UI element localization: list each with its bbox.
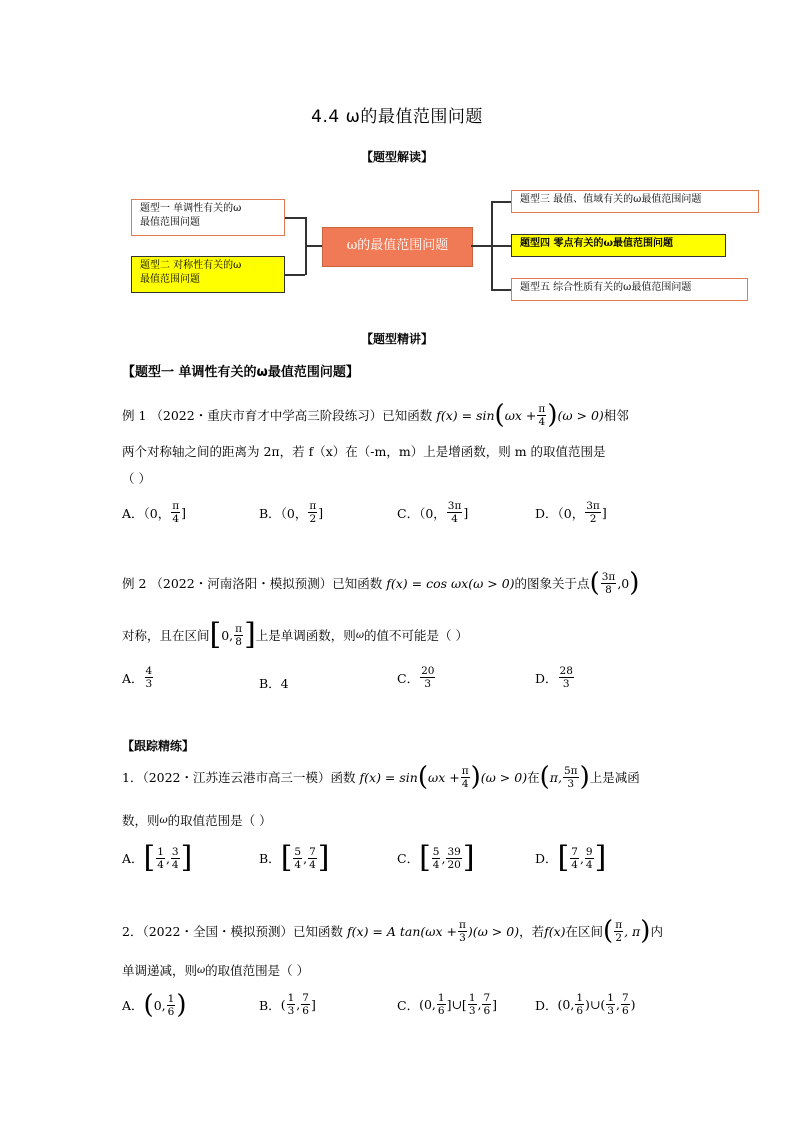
mindmap-left-1-line2: 最值范围问题 — [140, 217, 200, 228]
mindmap-left-box-2 — [131, 256, 285, 293]
question-2-option-a: A． ( 0, $\frac{1}{6}$ ) — [122, 990, 187, 1020]
example-2-line1: 例 2 （2022・河南洛阳・模拟预测）已知函数 f(x) = cos ωx(ω > 0) 的图象关于点 ( $\frac{3\pi}{8}$ ,0 ) — [122, 568, 640, 598]
section-jiedu: 【题型解读】 — [360, 150, 433, 164]
follow-heading: 【跟踪精练】 — [122, 739, 195, 753]
question-2-line2: 单调递减，则 ω 的取值范围是（ ） — [122, 963, 310, 978]
question-1-option-c: C． [ $\frac{5}{4}$ , $\frac{39}{20}$ ] — [397, 840, 475, 875]
mindmap-right-box-3: 题型三 最值、值域有关的ω最值范围问题 — [511, 190, 759, 213]
example-1-option-d: D．（0， $\frac{3\pi}{2}$ ] — [535, 500, 607, 525]
example-2-option-b: B．4 — [259, 676, 289, 691]
mindmap-left-box-1 — [131, 199, 285, 236]
question-1-line2: 数，则 ω 的取值范围是（ ） — [122, 813, 272, 828]
example-1-line2: 两个对称轴之间的距离为 2π，若 f（x）在（-m，m）上是增函数，则 m 的取值范围是 — [122, 444, 606, 459]
example-1-prefix: 例 1 （2022・重庆市育才中学高三阶段练习）已知函数 — [122, 408, 433, 423]
example-2-line2: 对称，且在区间 [ 0, $\frac{\pi}{8}$ ] 上是单调函数，则 ω 的值不可能是（ ） — [122, 617, 468, 652]
question-2-option-c: C． (0, $\frac{1}{6}$ ]∪[ $\frac{1}{3}$ , $\frac{7}{6}$ ] — [397, 992, 498, 1017]
example-2-option-a: A． $\frac{4}{3}$ — [122, 665, 153, 690]
mindmap-left-2-line1: 题型二 对称性有关的ω — [140, 260, 242, 271]
question-1-line1: 1．（2022・江苏连云港市高三一模）函数 f(x) = sin ( ωx + $\frac{\pi}{4}$ ) (ω > 0) 在 ( π, $\frac{5\pi}{3}$ ) 上是减函 — [122, 762, 640, 792]
question-1-option-b: B． [ $\frac{5}{4}$ , $\frac{7}{4}$ ] — [259, 840, 330, 875]
question-2-line1: 2．（2022・全国・模拟预测）已知函数 f(x) = A tan(ωx + $\frac{\pi}{3}$ )(ω > 0) ，若 f(x) 在区间 ( $\frac{\pi}{2}$ , π ) 内 — [122, 916, 663, 946]
example-1-option-b: B．（0， $\frac{\pi}{2}$ ] — [259, 500, 324, 525]
mindmap-right-box-4: 题型四 零点有关的ω最值范围问题 — [511, 234, 726, 257]
question-1-option-d: D． [ $\frac{7}{4}$ , $\frac{9}{4}$ ] — [535, 840, 607, 875]
example-1-option-a: A．（0， $\frac{\pi}{4}$ ] — [122, 500, 187, 525]
page-title: 4.4 ω的最值范围问题 — [311, 107, 483, 127]
example-2-option-c: C． $\frac{20}{3}$ — [397, 665, 435, 690]
section-jingjiang: 【题型精讲】 — [360, 332, 433, 346]
mindmap-right-box-5: 题型五 综合性质有关的ω最值范围问题 — [511, 278, 748, 301]
example-1-option-c: C．（0， $\frac{3\pi}{4}$ ] — [397, 500, 469, 525]
example-2-option-d: D． $\frac{28}{3}$ — [535, 665, 573, 690]
mindmap-center: ω的最值范围问题 — [322, 227, 473, 267]
question-2-option-d: D． (0, $\frac{1}{6}$ )∪( $\frac{1}{3}$ , $\frac{7}{6}$ ) — [535, 992, 636, 1017]
example-1-fx: f(x) = sin — [436, 407, 495, 423]
question-2-option-b: B． ( $\frac{1}{3}$ , $\frac{7}{6}$ ] — [259, 992, 316, 1017]
mindmap-left-2-line2: 最值范围问题 — [140, 274, 200, 285]
question-1-option-a: A． [ $\frac{1}{4}$ , $\frac{3}{4}$ ] — [122, 840, 193, 875]
heading-type1: 【题型一 单调性有关的ω最值范围问题】 — [122, 365, 359, 380]
example-1-paren: （ ） — [122, 471, 151, 486]
example-1-line1: 例 1 （2022・重庆市育才中学高三阶段练习）已知函数 f(x) = sin ( ωx + $\frac{\pi}{4}$ ) (ω > 0) 相邻 — [122, 400, 629, 430]
mindmap-left-1-line1: 题型一 单调性有关的ω — [140, 203, 242, 214]
